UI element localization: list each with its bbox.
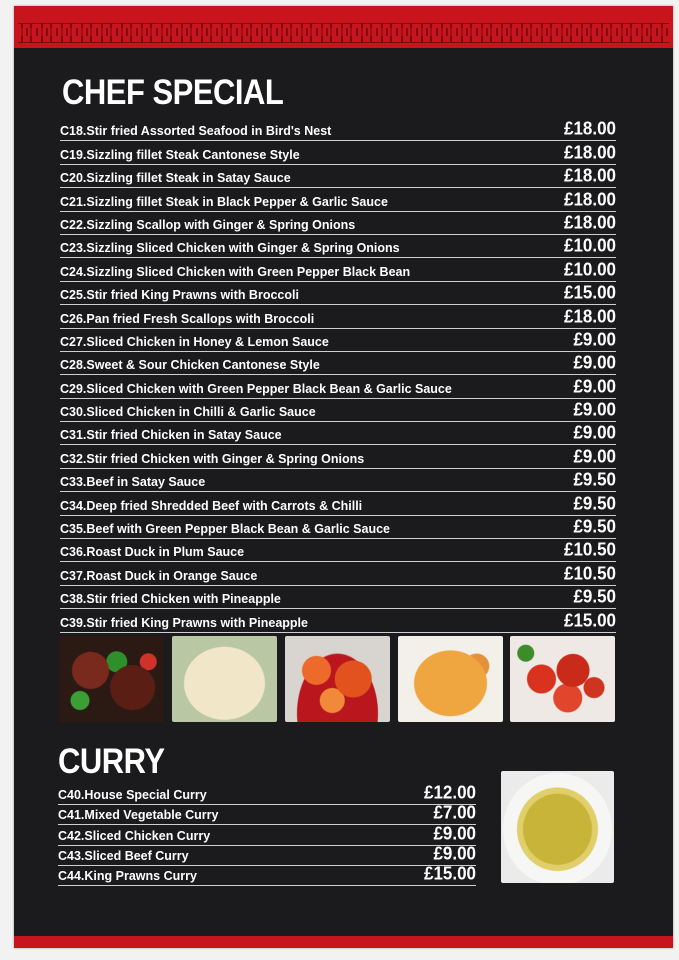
menu-item-row: [60, 258, 616, 281]
menu-item-price: £9.00: [573, 352, 616, 374]
menu-item-price: £10.50: [564, 562, 616, 584]
menu-item-name: C40.House Special Curry: [58, 788, 207, 803]
menu-item-row: [60, 469, 616, 492]
dish-photo-curry-bowl: [501, 771, 614, 883]
menu-item-name: C36.Roast Duck in Plum Sauce: [60, 545, 245, 560]
menu-item-row: [60, 516, 616, 539]
menu-item-price: £9.50: [573, 492, 616, 514]
menu-item-price: £9.00: [433, 822, 476, 844]
menu-item-price: £10.00: [564, 258, 616, 280]
curry-title: CURRY: [58, 741, 165, 782]
menu-item-name: C34.Deep fried Shredded Beef with Carrots & Chilli: [60, 498, 363, 513]
menu-item-row: [60, 586, 616, 609]
menu-item-price: £15.00: [564, 609, 616, 631]
menu-item-name: C29.Sliced Chicken with Green Pepper Black Bean & Garlic Sauce: [60, 381, 452, 396]
menu-item-price: £18.00: [564, 188, 616, 210]
dish-photo-prawns-vegetables: [172, 636, 277, 722]
bottom-decorative-band: [14, 936, 673, 948]
menu-item-row: [60, 188, 616, 211]
menu-item-name: C28.Sweet & Sour Chicken Cantonese Style: [60, 358, 320, 373]
menu-item-price: £9.00: [573, 422, 616, 444]
menu-item-row: [60, 305, 616, 328]
menu-item-name: C43.Sliced Beef Curry: [58, 848, 189, 863]
menu-item-row: [58, 842, 476, 866]
menu-item-row: [58, 802, 476, 825]
menu-item-row: [60, 118, 616, 141]
top-decorative-band: [14, 6, 673, 48]
menu-item-row: [58, 822, 476, 845]
menu-item-name: C31.Stir fried Chicken in Satay Sauce: [60, 428, 282, 443]
menu-item-name: C26.Pan fried Fresh Scallops with Broccoli: [60, 311, 315, 326]
menu-item-row: [60, 165, 616, 188]
menu-item-name: C27.Sliced Chicken in Honey & Lemon Sauce: [60, 334, 329, 349]
menu-item-row: [60, 329, 616, 352]
menu-item-name: C41.Mixed Vegetable Curry: [58, 808, 219, 823]
menu-item-price: £18.00: [564, 305, 616, 327]
menu-item-row: [58, 862, 476, 886]
menu-item-price: £15.00: [564, 282, 616, 304]
menu-item-name: C24.Sizzling Sliced Chicken with Green Pepper Black Bean: [60, 264, 411, 279]
menu-item-name: C23.Sizzling Sliced Chicken with Ginger & Spring Onions: [60, 241, 400, 256]
menu-item-row: [60, 445, 616, 468]
menu-item-row: [60, 235, 616, 258]
menu-item-row: [60, 352, 616, 375]
dish-photo-strip: [59, 636, 614, 722]
menu-item-price: £9.50: [573, 586, 616, 608]
menu-item-price: £9.00: [573, 328, 616, 350]
menu-item-price: £18.00: [564, 165, 616, 187]
menu-item-row: [60, 282, 616, 305]
menu-item-name: C30.Sliced Chicken in Chilli & Garlic Sauce: [60, 405, 316, 420]
menu-item-price: £10.00: [564, 235, 616, 257]
chef-special-title: CHEF SPECIAL: [62, 72, 284, 113]
menu-item-row: [60, 422, 616, 445]
dish-photo-chilli-chicken: [510, 636, 615, 722]
menu-item-name: C32.Stir fried Chicken with Ginger & Spring Onions: [60, 451, 365, 466]
menu-item-name: C42.Sliced Chicken Curry: [58, 828, 211, 843]
menu-item-price: £9.50: [573, 469, 616, 491]
menu-item-price: £18.00: [564, 211, 616, 233]
menu-item-row: [60, 399, 616, 422]
curry-list: [58, 782, 476, 886]
menu-item-row: [60, 212, 616, 235]
menu-item-row: [60, 492, 616, 515]
menu-item-name: C18.Stir fried Assorted Seafood in Bird's Nest: [60, 124, 332, 139]
menu-item-name: C39.Stir fried King Prawns with Pineapple: [60, 615, 308, 630]
menu-item-price: £9.00: [573, 375, 616, 397]
menu-item-name: C37.Roast Duck in Orange Sauce: [60, 568, 258, 583]
menu-item-price: £9.00: [573, 445, 616, 467]
dish-photo-sweet-sour: [285, 636, 390, 722]
menu-item-row: [60, 562, 616, 585]
menu-item-row: [60, 539, 616, 562]
menu-item-price: £10.50: [564, 539, 616, 561]
menu-item-price: £12.00: [424, 782, 476, 804]
menu-item-row: [60, 609, 616, 632]
dish-photo-beef-pepper: [59, 636, 164, 722]
menu-item-price: £15.00: [424, 862, 476, 884]
menu-item-price: £18.00: [564, 118, 616, 140]
menu-item-price: £7.00: [433, 802, 476, 824]
menu-item-price: £9.00: [433, 842, 476, 864]
menu-item-name: C38.Stir fried Chicken with Pineapple: [60, 592, 281, 607]
menu-item-row: [60, 141, 616, 164]
menu-item-row: [58, 782, 476, 805]
menu-item-name: C21.Sizzling fillet Steak in Black Pepper & Garlic Sauce: [60, 194, 388, 209]
greek-key-pattern: [18, 28, 669, 36]
menu-item-name: C35.Beef with Green Pepper Black Bean & Garlic Sauce: [60, 522, 390, 537]
menu-item-price: £9.00: [573, 399, 616, 420]
menu-item-row: [60, 375, 616, 398]
menu-item-name: C19.Sizzling fillet Steak Cantonese Style: [60, 147, 300, 162]
menu-item-price: £18.00: [564, 141, 616, 163]
menu-item-name: C20.Sizzling fillet Steak in Satay Sauce: [60, 171, 291, 186]
chef-special-list: [60, 118, 616, 633]
dish-photo-lemon-chicken: [398, 636, 503, 722]
menu-item-name: C44.King Prawns Curry: [58, 868, 197, 883]
menu-item-name: C25.Stir fried King Prawns with Broccoli: [60, 288, 299, 303]
menu-item-price: £9.50: [573, 516, 616, 537]
menu-item-name: C33.Beef in Satay Sauce: [60, 475, 206, 490]
menu-item-name: C22.Sizzling Scallop with Ginger & Spring Onions: [60, 217, 356, 232]
